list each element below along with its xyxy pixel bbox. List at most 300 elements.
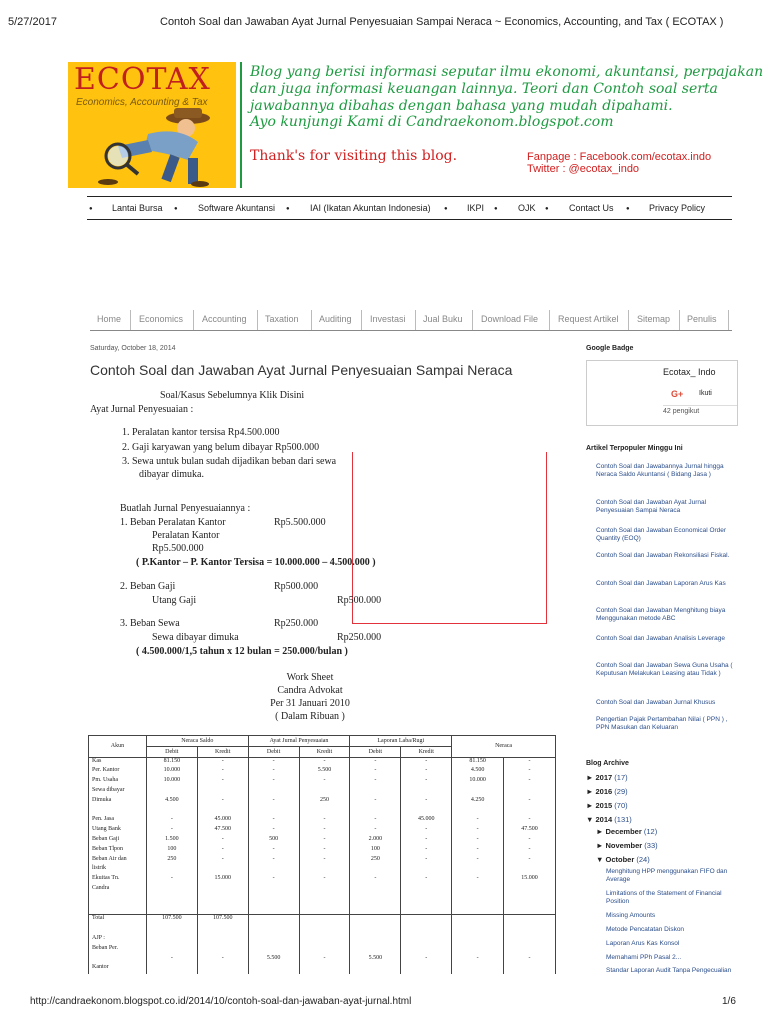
- amount-cell: 4.500: [146, 797, 197, 807]
- amount-cell: [350, 915, 401, 925]
- amount-cell: [248, 865, 299, 875]
- amount-cell: [350, 935, 401, 945]
- account-cell: listrik: [89, 865, 147, 875]
- header-laba-rugi: Laporan Laba/Rugi: [350, 736, 452, 747]
- amount-cell: -: [504, 797, 556, 807]
- amount-cell: [452, 945, 504, 955]
- archive-year[interactable]: ► 2016 (29): [586, 787, 628, 796]
- amount-cell: [197, 925, 248, 935]
- banner-divider: [240, 62, 242, 188]
- amount-cell: -: [197, 846, 248, 856]
- amount-cell: [299, 925, 350, 935]
- follower-count: 42 pengikut: [663, 408, 700, 415]
- subheader-debit: Debit: [350, 746, 401, 757]
- amount-cell: -: [452, 846, 504, 856]
- amount-cell: -: [197, 955, 248, 965]
- journal-2-debit: 2. Beban Gaji: [120, 581, 176, 592]
- archive-heading: Blog Archive: [586, 760, 629, 767]
- worksheet-company: Candra Advokat: [277, 685, 343, 696]
- table-row: [89, 856, 556, 866]
- amount-cell: [146, 964, 197, 974]
- amount-cell: [350, 787, 401, 797]
- amount-cell: -: [504, 777, 556, 787]
- account-cell: Dimuka: [89, 797, 147, 807]
- worksheet-table: [88, 735, 556, 974]
- nav-lantai-bursa[interactable]: Lantai Bursa: [112, 203, 163, 213]
- amount-cell: [197, 885, 248, 895]
- ecotax-logo[interactable]: [68, 62, 236, 188]
- journal-3-credit-amount: Rp250.000: [337, 632, 382, 643]
- table-row: [89, 925, 556, 935]
- archive-post[interactable]: Menghitung HPP menggunakan FIFO dan Average: [606, 868, 728, 883]
- amount-cell: [248, 885, 299, 895]
- amount-cell: [504, 885, 556, 895]
- amount-cell: [197, 905, 248, 915]
- amount-cell: -: [197, 767, 248, 777]
- amount-cell: [299, 945, 350, 955]
- popular-item[interactable]: Pengertian Pajak Pertambahan Nilai ( PPN ) , PPN Masukan dan Keluaran: [596, 716, 728, 731]
- amount-cell: -: [299, 826, 350, 836]
- amount-cell: -: [299, 856, 350, 866]
- subheader-kredit: Kredit: [401, 746, 452, 757]
- amount-cell: -: [197, 777, 248, 787]
- archive-post[interactable]: Laporan Arus Kas Konsol: [606, 940, 680, 947]
- tab-auditing[interactable]: Auditing: [319, 314, 352, 324]
- amount-cell: [452, 964, 504, 974]
- table-row: [89, 865, 556, 875]
- popular-heading: Artikel Terpopuler Minggu Ini: [586, 445, 683, 452]
- amount-cell: [504, 787, 556, 797]
- amount-cell: [146, 787, 197, 797]
- detective-illustration-icon: [88, 106, 228, 188]
- amount-cell: [248, 925, 299, 935]
- popular-item[interactable]: Contoh Soal dan Jawabannya Jurnal hingga Neraca Saldo Akuntansi ( Bidang Jasa ): [596, 463, 724, 478]
- amount-cell: -: [401, 955, 452, 965]
- tab-separator: [679, 310, 680, 330]
- print-title: Contoh Soal dan Jawaban Ayat Jurnal Penyesuaian Sampai Neraca ~ Economics, Accounting, and Tax ( ECOTAX ): [160, 16, 724, 28]
- amount-cell: -: [248, 777, 299, 787]
- journal-2-credit: Utang Gaji: [152, 595, 197, 606]
- account-cell: Utang Bank: [89, 826, 147, 836]
- blurb-line-3: jawabannya dibahas dengan bahasa yang mudah dipahami.: [250, 98, 673, 114]
- amount-cell: [401, 895, 452, 905]
- amount-cell: [504, 865, 556, 875]
- amount-cell: 4.250: [452, 797, 504, 807]
- badge-name[interactable]: Ecotax_ Indo: [663, 367, 716, 377]
- amount-cell: -: [504, 846, 556, 856]
- archive-month[interactable]: ► November (33): [596, 841, 658, 850]
- print-date: 5/27/2017: [8, 16, 57, 28]
- amount-cell: [299, 807, 350, 817]
- amount-cell: -: [350, 767, 401, 777]
- journal-1-credit: Peralatan Kantor: [152, 530, 220, 541]
- popular-item[interactable]: Contoh Soal dan Jawaban Laporan Arus Kas: [596, 580, 726, 587]
- journal-1-debit-amount: Rp5.500.000: [274, 517, 326, 528]
- red-rule: [546, 452, 547, 624]
- amount-cell: -: [299, 836, 350, 846]
- amount-cell: [350, 895, 401, 905]
- thanks-text: Thank's for visiting this blog.: [250, 148, 458, 164]
- amount-cell: [452, 925, 504, 935]
- amount-cell: [452, 865, 504, 875]
- amount-cell: -: [248, 856, 299, 866]
- amount-cell: [350, 964, 401, 974]
- tab-investasi[interactable]: Investasi: [370, 314, 406, 324]
- amount-cell: -: [401, 767, 452, 777]
- amount-cell: [248, 935, 299, 945]
- amount-cell: -: [401, 875, 452, 885]
- amount-cell: [197, 787, 248, 797]
- tab-nav: [90, 308, 732, 331]
- case-item-2: 2. Gaji karyawan yang belum dibayar Rp500.000: [122, 442, 320, 453]
- amount-cell: 10.000: [146, 777, 197, 787]
- popular-item[interactable]: Contoh Soal dan Jawaban Analisis Leverage: [596, 635, 726, 642]
- amount-cell: [350, 807, 401, 817]
- amount-cell: 250: [350, 856, 401, 866]
- amount-cell: 5.500: [299, 767, 350, 777]
- case-item-3: 3. Sewa untuk bulan sudah dijadikan beban dari sewa: [122, 456, 337, 467]
- nav-iai[interactable]: IAI (Ikatan Akuntan Indonesia): [310, 203, 431, 213]
- amount-cell: -: [248, 875, 299, 885]
- amount-cell: -: [452, 955, 504, 965]
- amount-cell: -: [146, 875, 197, 885]
- header-ajp: Ayat Jurnal Penyesuaian: [248, 736, 350, 747]
- archive-post[interactable]: Memahami PPh Pasal 2...: [606, 954, 682, 961]
- tab-accounting[interactable]: Accounting: [202, 314, 247, 324]
- amount-cell: 15.000: [197, 875, 248, 885]
- amount-cell: -: [401, 797, 452, 807]
- amount-cell: [401, 964, 452, 974]
- archive-post[interactable]: Missing Amounts: [606, 912, 656, 919]
- amount-cell: [452, 935, 504, 945]
- amount-cell: -: [452, 816, 504, 826]
- post-title[interactable]: Contoh Soal dan Jawaban Ayat Jurnal Penyesuaian Sampai Neraca: [90, 362, 513, 378]
- bullet-icon: ●: [444, 206, 448, 212]
- amount-cell: [248, 964, 299, 974]
- print-url: http://candraekonom.blogspot.co.id/2014/10/contoh-soal-dan-jawaban-ayat-jurnal.html: [30, 996, 412, 1007]
- amount-cell: [146, 885, 197, 895]
- worksheet-title: Work Sheet: [286, 672, 334, 683]
- amount-cell: [248, 895, 299, 905]
- archive-year[interactable]: ▼ 2014 (131): [586, 815, 632, 824]
- amount-cell: [248, 915, 299, 925]
- journal-3-debit: 3. Beban Sewa: [120, 618, 180, 629]
- amount-cell: [197, 964, 248, 974]
- blurb-line-4: Ayo kunjungi Kami di Candraekonom.blogspot.com: [250, 114, 614, 130]
- amount-cell: 47.500: [197, 826, 248, 836]
- amount-cell: -: [452, 875, 504, 885]
- archive-post[interactable]: Standar Laporan Audit Tanpa Pengecualian: [606, 967, 732, 974]
- table-row: [89, 807, 556, 817]
- amount-cell: [248, 905, 299, 915]
- amount-cell: -: [401, 846, 452, 856]
- top-nav: [87, 196, 732, 220]
- amount-cell: 1.500: [146, 836, 197, 846]
- account-cell: Beban Per.: [89, 945, 147, 955]
- account-cell: Sewa dibayar: [89, 787, 147, 797]
- amount-cell: -: [146, 816, 197, 826]
- subheader-debit: Debit: [146, 746, 197, 757]
- amount-cell: -: [197, 856, 248, 866]
- bullet-icon: ●: [494, 206, 498, 212]
- google-badge: [586, 360, 738, 426]
- amount-cell: -: [350, 875, 401, 885]
- account-cell: [89, 955, 147, 965]
- subheader-debit: Debit: [248, 746, 299, 757]
- google-badge-heading: Google Badge: [586, 345, 634, 352]
- amount-cell: -: [504, 767, 556, 777]
- amount-cell: [401, 807, 452, 817]
- amount-cell: -: [452, 836, 504, 846]
- amount-cell: [350, 925, 401, 935]
- amount-cell: -: [401, 826, 452, 836]
- blurb-line-1: Blog yang berisi informasi seputar ilmu ekonomi, akuntansi, perpajakan: [250, 64, 764, 80]
- logo-title: ECOTAX: [74, 62, 211, 97]
- amount-cell: [299, 895, 350, 905]
- tab-separator: [628, 310, 629, 330]
- amount-cell: -: [504, 816, 556, 826]
- amount-cell: 500: [248, 836, 299, 846]
- amount-cell: [401, 865, 452, 875]
- amount-cell: -: [248, 826, 299, 836]
- tab-separator: [130, 310, 131, 330]
- blurb-line-2: dan juga informasi keuangan lainnya. Teori dan Contoh soal serta: [250, 81, 718, 97]
- amount-cell: [401, 945, 452, 955]
- bullet-icon: ●: [174, 206, 178, 212]
- fanpage-link[interactable]: Fanpage : Facebook.com/ecotax.indo: [527, 151, 712, 163]
- tab-download-file[interactable]: Download File: [481, 314, 539, 324]
- amount-cell: [299, 885, 350, 895]
- amount-cell: 47.500: [504, 826, 556, 836]
- amount-cell: [401, 935, 452, 945]
- account-cell: [89, 925, 147, 935]
- amount-cell: [146, 895, 197, 905]
- amount-cell: -: [146, 826, 197, 836]
- amount-cell: [401, 925, 452, 935]
- amount-cell: 250: [146, 856, 197, 866]
- amount-cell: -: [197, 836, 248, 846]
- amount-cell: -: [504, 955, 556, 965]
- journal-1-note: ( P.Kantor – P. Kantor Tersisa = 10.000.000 – 4.500.000 ): [136, 557, 376, 568]
- amount-cell: -: [146, 955, 197, 965]
- amount-cell: [504, 895, 556, 905]
- amount-cell: -: [248, 797, 299, 807]
- account-cell: Candra: [89, 885, 147, 895]
- tab-separator: [257, 310, 258, 330]
- amount-cell: [350, 885, 401, 895]
- account-cell: Beban Gaji: [89, 836, 147, 846]
- amount-cell: [401, 885, 452, 895]
- amount-cell: [504, 915, 556, 925]
- amount-cell: [401, 915, 452, 925]
- amount-cell: -: [504, 757, 556, 767]
- popular-item[interactable]: Contoh Soal dan Jawaban Jurnal Khusus: [596, 699, 716, 706]
- amount-cell: -: [452, 826, 504, 836]
- amount-cell: [452, 915, 504, 925]
- ajp-label: Ayat Jurnal Penyesuaian :: [90, 404, 194, 415]
- archive-post[interactable]: Metode Pencatatan Diskon: [606, 926, 685, 933]
- account-cell: Ekuitas Tn.: [89, 875, 147, 885]
- table-row: [89, 935, 556, 945]
- table-row: [89, 787, 556, 797]
- badge-avatar: [591, 365, 659, 389]
- tab-penulis[interactable]: Penulis: [687, 314, 717, 324]
- badge-divider: [663, 405, 737, 406]
- amount-cell: [504, 964, 556, 974]
- google-plus-icon: G+: [671, 389, 684, 399]
- amount-cell: -: [197, 797, 248, 807]
- post-date: Saturday, October 18, 2014: [90, 345, 176, 352]
- amount-cell: 250: [299, 797, 350, 807]
- amount-cell: [299, 915, 350, 925]
- logo-subtitle: Economics, Accounting & Tax: [76, 97, 208, 108]
- bullet-icon: ●: [545, 206, 549, 212]
- amount-cell: -: [248, 757, 299, 767]
- amount-cell: -: [350, 826, 401, 836]
- table-row: [89, 875, 556, 885]
- table-row: [89, 964, 556, 974]
- amount-cell: -: [350, 797, 401, 807]
- bullet-icon: ●: [626, 206, 630, 212]
- amount-cell: -: [197, 757, 248, 767]
- table-row: [89, 836, 556, 846]
- case-item-1: 1. Peralatan kantor tersisa Rp4.500.000: [122, 427, 280, 438]
- amount-cell: [350, 905, 401, 915]
- amount-cell: 15.000: [504, 875, 556, 885]
- archive-month[interactable]: ► December (12): [596, 827, 658, 836]
- amount-cell: [248, 787, 299, 797]
- amount-cell: [146, 905, 197, 915]
- instruction-text: Buatlah Jurnal Penyesuaiannya :: [120, 503, 251, 514]
- amount-cell: [452, 905, 504, 915]
- amount-cell: [350, 865, 401, 875]
- table-row: [89, 767, 556, 777]
- amount-cell: 45.000: [197, 816, 248, 826]
- table-row: [89, 777, 556, 787]
- account-cell: Beban Tlpon: [89, 846, 147, 856]
- account-cell: AJP :: [89, 935, 147, 945]
- amount-cell: 2.000: [350, 836, 401, 846]
- archive-year[interactable]: ► 2015 (70): [586, 801, 628, 810]
- amount-cell: 100: [146, 846, 197, 856]
- account-cell: Per. Kantor: [89, 767, 147, 777]
- account-cell: [89, 905, 147, 915]
- amount-cell: -: [299, 846, 350, 856]
- worksheet-unit: ( Dalam Ribuan ): [275, 711, 345, 722]
- nav-software-akuntansi[interactable]: Software Akuntansi: [198, 203, 276, 213]
- amount-cell: [197, 935, 248, 945]
- subheader-kredit: Kredit: [299, 746, 350, 757]
- header-neraca-saldo: Neraca Saldo: [146, 736, 248, 747]
- amount-cell: 5.500: [248, 955, 299, 965]
- amount-cell: [146, 865, 197, 875]
- table-row: [89, 955, 556, 965]
- amount-cell: [248, 945, 299, 955]
- amount-cell: -: [401, 777, 452, 787]
- case-item-3-cont: dibayar dimuka.: [139, 469, 204, 480]
- amount-cell: 5.500: [350, 955, 401, 965]
- tab-taxation[interactable]: Taxation: [265, 314, 299, 324]
- header-neraca: Neraca: [452, 736, 556, 758]
- amount-cell: -: [299, 816, 350, 826]
- journal-3-credit: Sewa dibayar dimuka: [152, 632, 239, 643]
- follow-button[interactable]: Ikuti: [699, 390, 712, 397]
- account-cell: Pm. Usaha: [89, 777, 147, 787]
- journal-1-credit-amount: Rp5.500.000: [152, 543, 204, 554]
- amount-cell: [197, 807, 248, 817]
- amount-cell: [504, 945, 556, 955]
- popular-item[interactable]: Contoh Soal dan Jawaban Ayat Jurnal Penyesuaian Sampai Neraca: [596, 499, 707, 514]
- nav-contact-us[interactable]: Contact Us: [569, 203, 614, 213]
- amount-cell: -: [350, 816, 401, 826]
- amount-cell: 10.000: [452, 777, 504, 787]
- tab-sitemap[interactable]: Sitemap: [637, 314, 671, 324]
- amount-cell: -: [350, 757, 401, 767]
- table-row: [89, 826, 556, 836]
- table-row: [89, 945, 556, 955]
- previous-case-link[interactable]: Soal/Kasus Sebelumnya Klik Disini: [160, 390, 305, 401]
- tab-economics[interactable]: Economics: [139, 314, 184, 324]
- amount-cell: 107.500: [197, 915, 248, 925]
- amount-cell: [299, 905, 350, 915]
- amount-cell: 10.000: [146, 767, 197, 777]
- total-row: [89, 915, 556, 925]
- table-row: [89, 905, 556, 915]
- tab-separator: [472, 310, 473, 330]
- amount-cell: -: [401, 757, 452, 767]
- archive-year[interactable]: ► 2017 (17): [586, 773, 628, 782]
- tab-home[interactable]: Home: [97, 314, 122, 324]
- amount-cell: 81.150: [452, 757, 504, 767]
- table-row: [89, 816, 556, 826]
- popular-item[interactable]: Contoh Soal dan Jawaban Menghitung biaya Menggunakan metode ABC: [596, 607, 726, 622]
- popular-item[interactable]: Contoh Soal dan Jawaban Rekonsiliasi Fiskal.: [596, 552, 730, 559]
- account-cell: [89, 895, 147, 905]
- amount-cell: -: [248, 846, 299, 856]
- account-cell: Total: [89, 915, 147, 925]
- nav-ojk[interactable]: OJK: [518, 203, 536, 213]
- account-cell: Pen. Jasa: [89, 816, 147, 826]
- amount-cell: -: [452, 856, 504, 866]
- journal-1-debit: 1. Beban Peralatan Kantor: [120, 517, 226, 528]
- popular-item[interactable]: Contoh Soal dan Jawaban Sewa Guna Usaha ( Keputusan Melakukan Leasing atau Tidak ): [596, 662, 733, 677]
- amount-cell: [248, 807, 299, 817]
- nav-privacy-policy[interactable]: Privacy Policy: [649, 203, 706, 213]
- amount-cell: [350, 945, 401, 955]
- account-cell: Kantor: [89, 964, 147, 974]
- nav-ikpi[interactable]: IKPI: [467, 203, 485, 213]
- popular-item[interactable]: Contoh Soal dan Jawaban Economical Order Quantity (EOQ): [596, 527, 727, 542]
- amount-cell: [299, 865, 350, 875]
- tab-jual-buku[interactable]: Jual Buku: [423, 314, 463, 324]
- amount-cell: -: [248, 816, 299, 826]
- journal-3-debit-amount: Rp250.000: [274, 618, 319, 629]
- amount-cell: -: [504, 856, 556, 866]
- amount-cell: [197, 895, 248, 905]
- twitter-link[interactable]: Twitter : @ecotax_indo: [527, 163, 640, 175]
- account-cell: Kas: [89, 757, 147, 767]
- amount-cell: 45.000: [401, 816, 452, 826]
- bullet-icon: ●: [89, 206, 93, 212]
- tab-separator: [728, 310, 729, 330]
- header-akun: Akun: [89, 736, 147, 758]
- tab-request-artikel[interactable]: Request Artikel: [558, 314, 619, 324]
- archive-post[interactable]: Limitations of the Statement of Financial Position: [606, 890, 722, 905]
- archive-month[interactable]: ▼ October (24): [596, 855, 650, 864]
- amount-cell: [299, 787, 350, 797]
- journal-2-credit-amount: Rp500.000: [337, 595, 382, 606]
- account-cell: Beban Air dan: [89, 856, 147, 866]
